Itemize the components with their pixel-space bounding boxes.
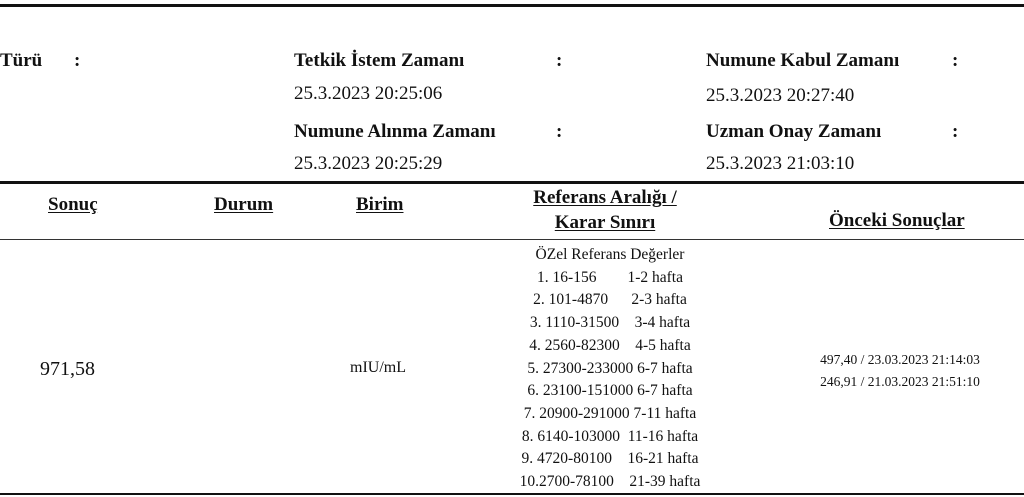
column-header-durum: Durum: [214, 194, 274, 215]
reference-line: 6. 23100-151000 6-7 hafta: [527, 382, 693, 400]
column-header-onceki-sonuclar: Önceki Sonuçlar: [829, 210, 965, 231]
uzman-onay-value: 25.3.2023 21:03:10: [706, 153, 855, 174]
column-header-sonuc: Sonuç: [48, 194, 98, 215]
tetkik-istem-value: 25.3.2023 20:25:06: [294, 83, 443, 104]
numune-alinma-label: Numune Alınma Zamanı: [294, 121, 496, 142]
result-value: 971,58: [40, 358, 95, 380]
column-header-referans-line1: Referans Aralığı /: [533, 187, 677, 208]
numune-kabul-label: Numune Kabul Zamanı: [706, 50, 900, 71]
tetkik-istem-label: Tetkik İstem Zamanı: [294, 50, 465, 71]
reference-line: 10.2700-78100 21-39 hafta: [519, 473, 701, 491]
reference-line: 7. 20900-291000 7-11 hafta: [523, 404, 697, 422]
reference-line: 8. 6140-103000 11-16 hafta: [521, 427, 699, 445]
reference-line: 1. 16-156 1-2 hafta: [537, 268, 683, 286]
reference-heading: ÖZel Referans Değerler: [535, 246, 685, 263]
bottom-divider: [0, 493, 1024, 495]
numune-alinma-value: 25.3.2023 20:25:29: [294, 153, 443, 174]
previous-results: [790, 349, 1010, 393]
unit-value: mIU/mL: [350, 359, 406, 376]
column-header-birim: Birim: [356, 194, 404, 215]
turu-colon: :: [74, 50, 81, 71]
reference-line: 4. 2560-82300 4-5 hafta: [529, 336, 691, 354]
column-header-referans-line2: Karar Sınırı: [554, 212, 656, 233]
numune-kabul-colon: :: [952, 50, 959, 71]
numune-alinma-colon: :: [556, 121, 563, 142]
uzman-onay-label: Uzman Onay Zamanı: [706, 121, 882, 142]
previous-result-item: 497,40 / 23.03.2023 21:14:03: [820, 352, 980, 367]
reference-line: 9. 4720-80100 16-21 hafta: [521, 450, 699, 468]
turu-label: Türü: [0, 50, 43, 71]
top-divider: [0, 4, 1024, 7]
reference-line: 2. 101-4870 2-3 hafta: [533, 291, 687, 309]
reference-range-list: [480, 244, 740, 494]
tetkik-istem-colon: :: [556, 50, 563, 71]
column-header-referans: [500, 185, 710, 235]
uzman-onay-colon: :: [952, 121, 959, 142]
reference-line: 3. 1110-31500 3-4 hafta: [529, 314, 691, 332]
reference-line: 5. 27300-233000 6-7 hafta: [527, 359, 693, 377]
header-divider: [0, 181, 1024, 184]
previous-result-item: 246,91 / 21.03.2023 21:51:10: [820, 374, 980, 389]
numune-kabul-value: 25.3.2023 20:27:40: [706, 85, 855, 106]
table-header-divider: [0, 239, 1024, 240]
